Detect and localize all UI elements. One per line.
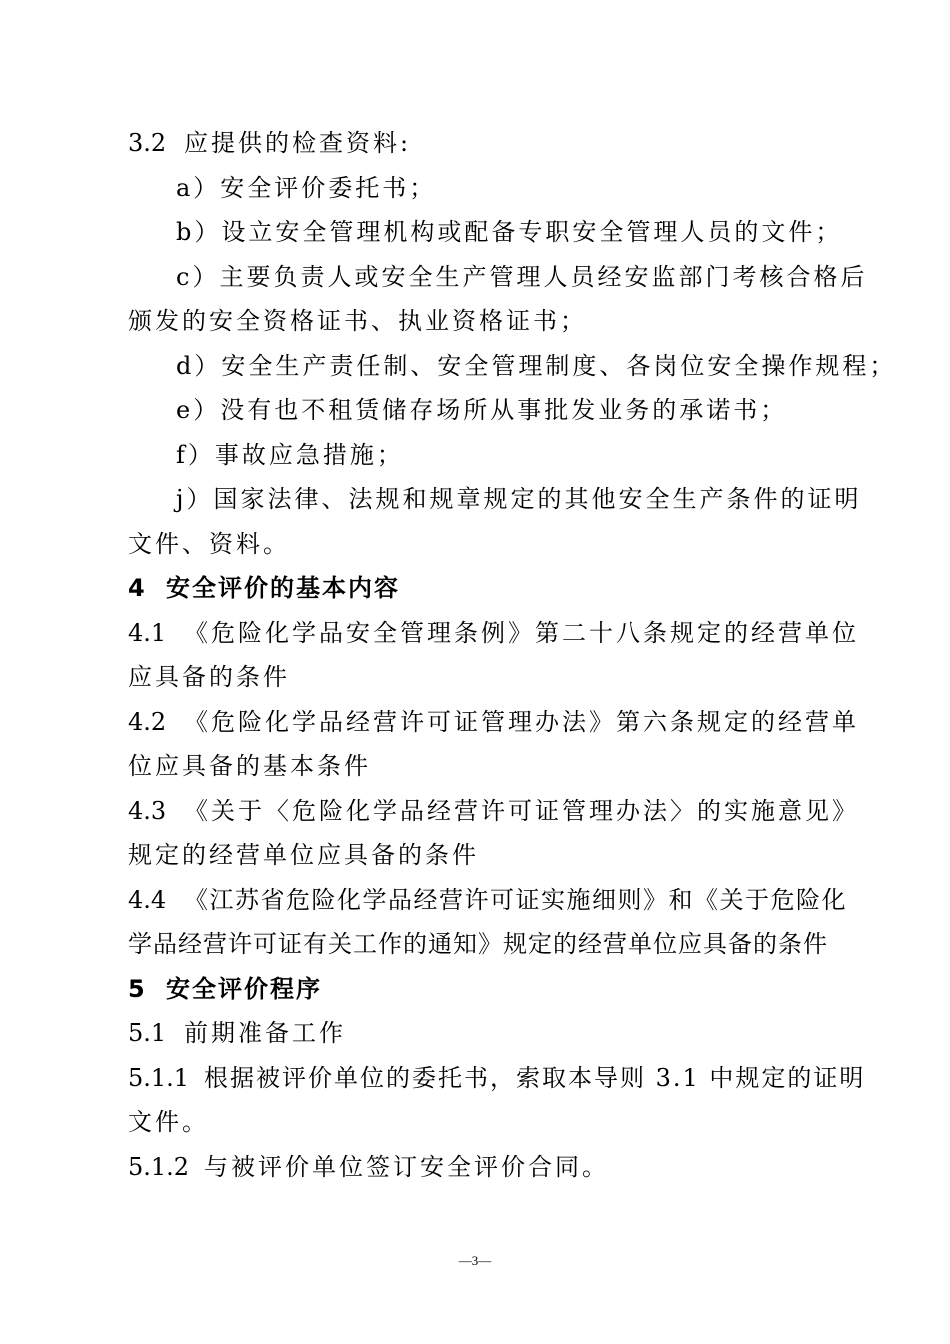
item-c-line1: c）主要负责人或安全生产管理人员经安监部门考核合格后 [176,263,868,291]
item-a: a）安全评价委托书； [176,174,437,202]
section-4-3-line2: 规定的经营单位应具备的条件 [128,841,479,869]
section-4-4-line2: 学品经营许可证有关工作的通知》规定的经营单位应具备的条件 [128,930,828,958]
section-5-1-2 [128,1151,848,1183]
heading-number: 5 [128,975,145,1003]
heading-5 [128,973,848,1005]
heading-4 [128,572,848,604]
item-b: b）设立安全管理机构或配备专职安全管理人员的文件； [176,218,843,246]
section-number: 4.3 [128,797,167,825]
section-number: 3.2 [128,129,167,157]
item-e: e）没有也不租赁储存场所从事批发业务的承诺书； [176,396,788,424]
section-5-1-1-line2: 文件。 [128,1108,209,1136]
section-text: 前期准备工作 [184,1019,346,1047]
section-4-1-line2: 应具备的条件 [128,663,290,691]
item-d: d）安全生产责任制、安全管理制度、各岗位安全操作规程； [176,352,897,380]
section-text: 根据被评价单位的委托书，索取本导则 3.1 中规定的证明 [204,1064,866,1092]
section-text: 《危险化学品安全管理条例》第二十八条规定的经营单位 [184,619,859,647]
section-4-2-line1 [128,706,859,738]
section-text: 《江苏省危险化学品经营许可证实施细则》和《关于危险化 [184,886,847,914]
page-number: —3— [458,1253,492,1268]
item-f: f）事故应急措施； [176,441,404,469]
section-4-3-line1 [128,795,859,827]
section-text: 与被评价单位签订安全评价合同。 [204,1153,609,1181]
section-5-1 [128,1017,848,1049]
section-4-1-line1 [128,617,859,649]
item-j-line1: j）国家法律、法规和规章规定的其他安全生产条件的证明 [176,485,862,513]
section-4-2-line2: 位应具备的基本条件 [128,752,371,780]
heading-text: 安全评价的基本内容 [166,574,400,602]
section-number: 4.1 [128,619,167,647]
item-c-line2: 颁发的安全资格证书、执业资格证书； [128,307,587,335]
section-number: 5.1.2 [128,1153,190,1181]
heading-number: 4 [128,574,145,602]
item-j-line2: 文件、资料。 [128,530,290,558]
section-number: 4.2 [128,708,167,736]
section-number: 4.4 [128,886,167,914]
section-text: 《关于〈危险化学品经营许可证管理办法〉的实施意见》 [184,797,859,825]
section-4-4-line1 [128,884,848,916]
section-number: 5.1.1 [128,1064,190,1092]
section-number: 5.1 [128,1019,167,1047]
section-5-1-1-line1 [128,1062,866,1094]
section-text: 《危险化学品经营许可证管理办法》第六条规定的经营单 [184,708,859,736]
section-text: 应提供的检查资料: [184,129,412,157]
section-3-2 [128,127,848,159]
heading-text: 安全评价程序 [166,975,322,1003]
